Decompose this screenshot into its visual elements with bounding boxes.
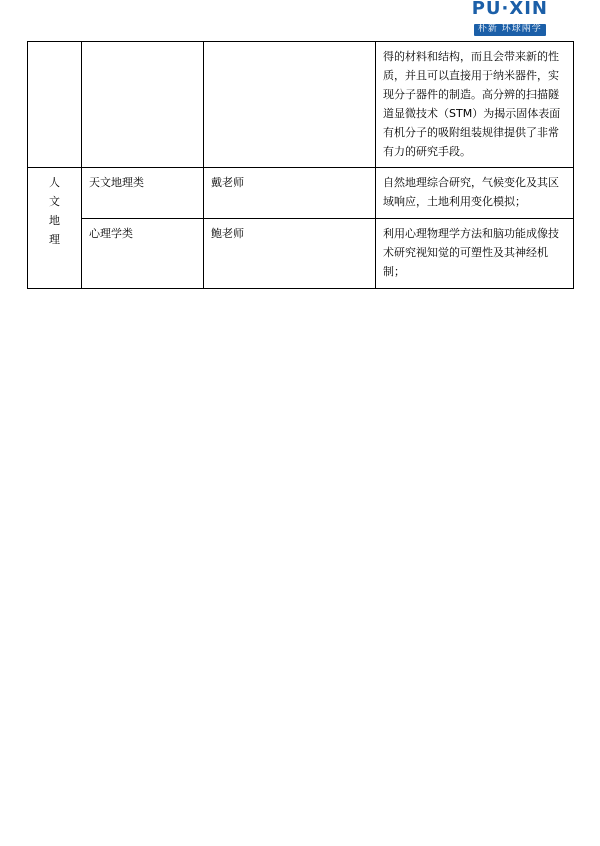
cell-subject: 心理学类 — [82, 219, 204, 289]
cell-teacher: 鲍老师 — [204, 219, 376, 289]
cell-description: 得的材料和结构，而且会带来新的性质，并且可以直接用于纳米器件，实现分子器件的制造。高分辨的扫描隧道显微技术（STM）为揭示固体表面有机分子的吸附组装规律提供了非常有力的研究手段。 — [376, 42, 574, 168]
table-row — [28, 42, 574, 168]
page-blank-area — [0, 380, 600, 846]
cell-subject: 天文地理类 — [82, 168, 204, 219]
cell-description: 自然地理综合研究，气候变化及其区域响应，土地利用变化模拟； — [376, 168, 574, 219]
cell-category: 人 文 地 理 — [28, 168, 82, 289]
table-row — [28, 168, 574, 219]
cell-subject — [82, 42, 204, 168]
brand-logo — [472, 0, 548, 36]
cell-teacher — [204, 42, 376, 168]
logo-sub-text: 朴新 环球兩学 — [474, 24, 546, 36]
cell-teacher: 戴老师 — [204, 168, 376, 219]
logo-main-text: PU·XIN — [471, 0, 548, 19]
cell-description: 利用心理物理学方法和脑功能成像技术研究视知觉的可塑性及其神经机制； — [376, 219, 574, 289]
table-row — [28, 219, 574, 289]
page-header — [0, 0, 600, 38]
course-table — [27, 41, 574, 289]
cell-category — [28, 42, 82, 168]
